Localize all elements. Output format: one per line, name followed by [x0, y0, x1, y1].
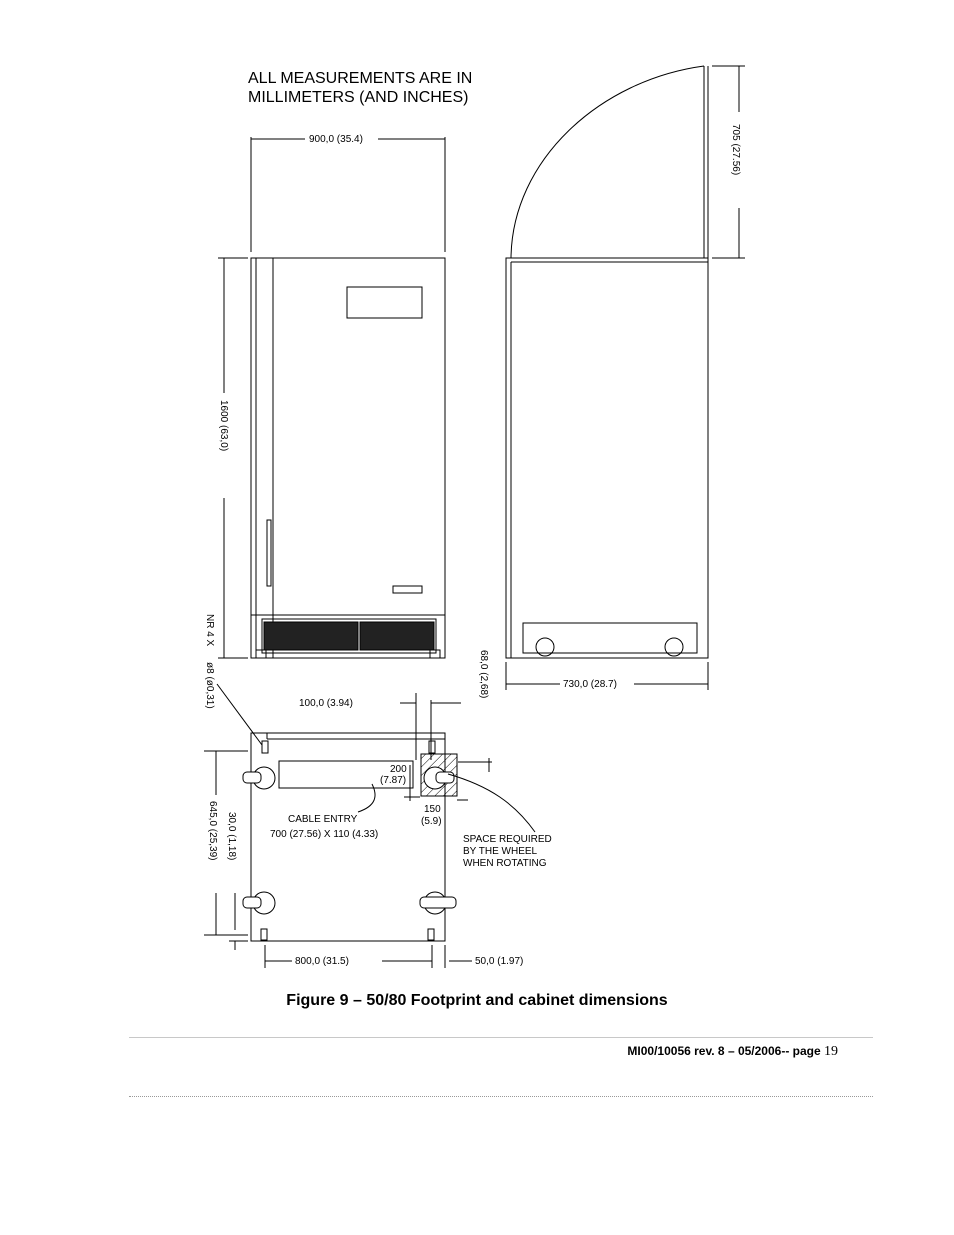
- dim-150-inches: (5.9): [421, 816, 442, 827]
- figure-caption: Figure 9 – 50/80 Footprint and cabinet dimensions: [286, 992, 668, 1009]
- front-view: [251, 258, 445, 658]
- dim-200-inches: (7.87): [380, 775, 407, 786]
- dim-front-width: 900,0 (35.4): [309, 134, 363, 145]
- footer-page-number: 19: [824, 1044, 838, 1059]
- footer-doc-ref: MI00/10056 rev. 8 – 05/2006-- page: [627, 1044, 824, 1058]
- space-required-line1: SPACE REQUIRED: [463, 834, 552, 845]
- footer-rule-bottom: [129, 1096, 873, 1097]
- dim-150: 150: [424, 804, 441, 815]
- dim-800: 800,0 (31.5): [295, 956, 349, 967]
- side-dimension-lines: [506, 66, 745, 690]
- hole-leader-line: [217, 684, 262, 745]
- dim-hole-count: NR 4 X: [204, 614, 215, 647]
- cable-entry-size: 700 (27.56) X 110 (4.33): [270, 829, 379, 840]
- front-dimension-lines: [218, 137, 445, 658]
- measurement-note-line1: ALL MEASUREMENTS ARE IN: [248, 70, 473, 87]
- side-view: [506, 66, 708, 658]
- dim-50: 50,0 (1.97): [475, 956, 524, 967]
- space-required-line2: BY THE WHEEL: [463, 846, 538, 857]
- space-required-leader: [448, 774, 535, 832]
- dim-base-offset: 68,0 (2,68): [478, 650, 489, 699]
- dim-645: 645,0 (25,39): [207, 801, 218, 861]
- dim-hole-diameter: ø8 (ø0,31): [204, 662, 215, 709]
- dim-100: 100,0 (3.94): [299, 698, 353, 709]
- footer-reference: [627, 1044, 838, 1060]
- cable-entry-label: CABLE ENTRY: [288, 814, 358, 825]
- measurement-note-line2: MILLIMETERS (AND INCHES): [248, 89, 469, 106]
- dim-cabinet-height: 1600 (63,0): [218, 400, 229, 452]
- dim-side-depth: 730,0 (28.7): [563, 679, 617, 690]
- dim-30: 30,0 (1,18): [226, 812, 237, 861]
- footer-rule-top: [129, 1037, 873, 1038]
- dim-door-depth: 705 (27.56): [730, 124, 741, 176]
- space-required-line3: WHEN ROTATING: [463, 858, 547, 869]
- dim-200: 200: [390, 764, 407, 775]
